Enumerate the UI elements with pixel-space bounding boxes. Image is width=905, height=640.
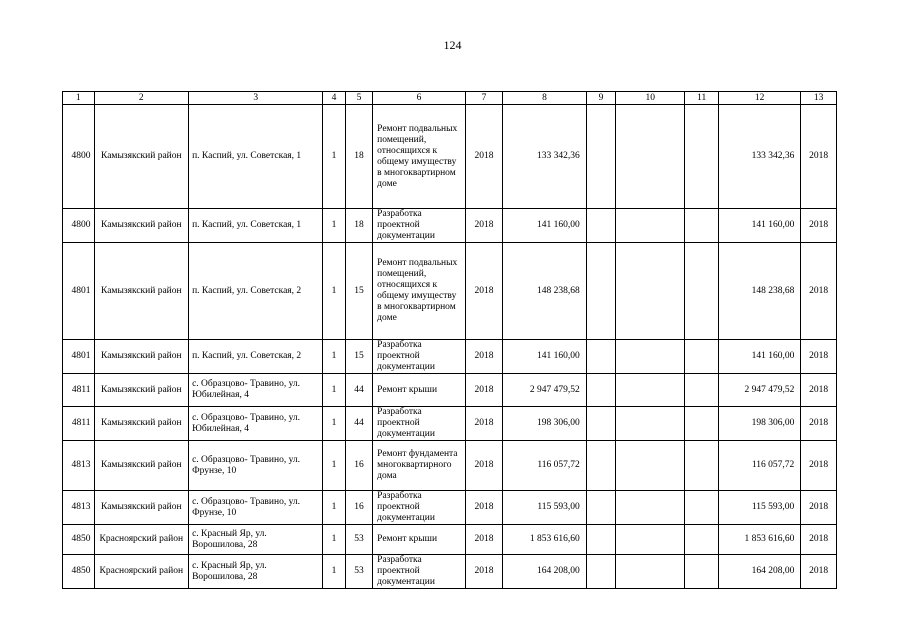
- table-cell-col-7: 2018: [465, 555, 503, 589]
- table-row: [63, 407, 837, 441]
- table-cell-col-5: 44: [345, 407, 372, 441]
- table-row: [63, 209, 837, 243]
- table-cell-col-6: Разработка проектной документации: [373, 407, 466, 441]
- table-cell-col-5: 15: [345, 340, 372, 374]
- column-header: 9: [586, 92, 615, 105]
- table-cell-col-4: 1: [323, 407, 345, 441]
- table-cell-col-4: 1: [323, 340, 345, 374]
- column-header: 11: [685, 92, 719, 105]
- table-cell-col-6: Ремонт крыши: [373, 374, 466, 407]
- table-cell-col-6: Ремонт подвальных помещений, относящихся к общему имуществу в многоквартирном доме: [373, 243, 466, 340]
- table-cell-col-9: [586, 374, 615, 407]
- table-cell-col-12: 141 160,00: [718, 209, 800, 243]
- table-cell-col-2: Камызякский район: [94, 407, 189, 441]
- table-cell-col-1: 4813: [63, 441, 95, 491]
- table-cell-col-12: 116 057,72: [718, 441, 800, 491]
- table-cell-col-4: 1: [323, 555, 345, 589]
- table-cell-col-1: 4811: [63, 407, 95, 441]
- table-cell-col-11: [685, 243, 719, 340]
- table-cell-col-1: 4813: [63, 491, 95, 525]
- table-cell-col-7: 2018: [465, 340, 503, 374]
- table-cell-col-2: Камызякский район: [94, 491, 189, 525]
- table-cell-col-8: 198 306,00: [503, 407, 586, 441]
- table-cell-col-9: [586, 525, 615, 555]
- column-header: 13: [801, 92, 837, 105]
- table-cell-col-10: [616, 243, 685, 340]
- table-cell-col-5: 16: [345, 441, 372, 491]
- table-row: [63, 525, 837, 555]
- table-cell-col-3: п. Каспий, ул. Советская, 1: [189, 105, 323, 209]
- table-row: [63, 105, 837, 209]
- table-cell-col-9: [586, 209, 615, 243]
- table-cell-col-5: 16: [345, 491, 372, 525]
- table-cell-col-6: Разработка проектной документации: [373, 555, 466, 589]
- column-header: 3: [189, 92, 323, 105]
- table-cell-col-8: 133 342,36: [503, 105, 586, 209]
- table-cell-col-12: 148 238,68: [718, 243, 800, 340]
- table-cell-col-10: [616, 525, 685, 555]
- table-cell-col-8: 2 947 479,52: [503, 374, 586, 407]
- table-cell-col-13: 2018: [801, 525, 837, 555]
- table-cell-col-9: [586, 407, 615, 441]
- table-cell-col-1: 4800: [63, 105, 95, 209]
- column-header: 10: [616, 92, 685, 105]
- table-cell-col-11: [685, 340, 719, 374]
- table-cell-col-7: 2018: [465, 374, 503, 407]
- table-cell-col-2: Камызякский район: [94, 209, 189, 243]
- table-cell-col-10: [616, 105, 685, 209]
- table-cell-col-12: 1 853 616,60: [718, 525, 800, 555]
- table-cell-col-6: Разработка проектной документации: [373, 340, 466, 374]
- table-cell-col-11: [685, 374, 719, 407]
- table-cell-col-11: [685, 491, 719, 525]
- table-cell-col-6: Разработка проектной документации: [373, 209, 466, 243]
- table-cell-col-7: 2018: [465, 407, 503, 441]
- table-cell-col-2: Камызякский район: [94, 340, 189, 374]
- table-cell-col-5: 18: [345, 105, 372, 209]
- table-cell-col-9: [586, 340, 615, 374]
- table-cell-col-5: 18: [345, 209, 372, 243]
- table-cell-col-1: 4800: [63, 209, 95, 243]
- table-cell-col-10: [616, 374, 685, 407]
- table-cell-col-13: 2018: [801, 407, 837, 441]
- table-cell-col-11: [685, 209, 719, 243]
- table-cell-col-3: с. Образцово- Травино, ул. Юбилейная, 4: [189, 374, 323, 407]
- table-cell-col-5: 53: [345, 555, 372, 589]
- page-number: 124: [443, 38, 462, 52]
- table-cell-col-7: 2018: [465, 491, 503, 525]
- table-row: [63, 491, 837, 525]
- table-cell-col-3: п. Каспий, ул. Советская, 2: [189, 243, 323, 340]
- table-cell-col-8: 164 208,00: [503, 555, 586, 589]
- table-cell-col-8: 141 160,00: [503, 209, 586, 243]
- table-cell-col-4: 1: [323, 243, 345, 340]
- table-row: [63, 555, 837, 589]
- table-cell-col-12: 141 160,00: [718, 340, 800, 374]
- data-table: [62, 91, 837, 589]
- table-cell-col-13: 2018: [801, 340, 837, 374]
- table-row: [63, 243, 837, 340]
- table-cell-col-5: 44: [345, 374, 372, 407]
- table-cell-col-13: 2018: [801, 243, 837, 340]
- column-header: 8: [503, 92, 586, 105]
- column-header: 7: [465, 92, 503, 105]
- table-cell-col-8: 148 238,68: [503, 243, 586, 340]
- table-cell-col-7: 2018: [465, 243, 503, 340]
- table-cell-col-8: 116 057,72: [503, 441, 586, 491]
- column-header: 1: [63, 92, 95, 105]
- table-cell-col-10: [616, 555, 685, 589]
- table-cell-col-10: [616, 491, 685, 525]
- table-cell-col-6: Ремонт подвальных помещений, относящихся к общему имуществу в многоквартирном доме: [373, 105, 466, 209]
- table-cell-col-1: 4801: [63, 243, 95, 340]
- table-cell-col-3: с. Красный Яр, ул. Ворошилова, 28: [189, 525, 323, 555]
- table-cell-col-10: [616, 441, 685, 491]
- table-cell-col-1: 4801: [63, 340, 95, 374]
- table-cell-col-11: [685, 407, 719, 441]
- table-cell-col-12: 198 306,00: [718, 407, 800, 441]
- table-cell-col-7: 2018: [465, 209, 503, 243]
- table-cell-col-6: Ремонт крыши: [373, 525, 466, 555]
- table-cell-col-9: [586, 491, 615, 525]
- table-cell-col-8: 141 160,00: [503, 340, 586, 374]
- table-row: [63, 340, 837, 374]
- table-cell-col-3: п. Каспий, ул. Советская, 1: [189, 209, 323, 243]
- table-cell-col-11: [685, 105, 719, 209]
- column-header: 6: [373, 92, 466, 105]
- table-cell-col-1: 4811: [63, 374, 95, 407]
- table-cell-col-1: 4850: [63, 555, 95, 589]
- table-cell-col-3: п. Каспий, ул. Советская, 2: [189, 340, 323, 374]
- table-cell-col-3: с. Красный Яр, ул. Ворошилова, 28: [189, 555, 323, 589]
- table-cell-col-12: 2 947 479,52: [718, 374, 800, 407]
- table-cell-col-13: 2018: [801, 209, 837, 243]
- table-header-row: [63, 92, 837, 105]
- table-cell-col-11: [685, 525, 719, 555]
- table-cell-col-13: 2018: [801, 374, 837, 407]
- table-cell-col-3: с. Образцово- Травино, ул. Фрунзе, 10: [189, 441, 323, 491]
- table-cell-col-7: 2018: [465, 105, 503, 209]
- column-header: 2: [94, 92, 189, 105]
- table-cell-col-9: [586, 555, 615, 589]
- table-cell-col-13: 2018: [801, 441, 837, 491]
- table-cell-col-4: 1: [323, 374, 345, 407]
- table-cell-col-8: 115 593,00: [503, 491, 586, 525]
- table-cell-col-5: 15: [345, 243, 372, 340]
- table-cell-col-12: 164 208,00: [718, 555, 800, 589]
- column-header: 5: [345, 92, 372, 105]
- table-cell-col-12: 133 342,36: [718, 105, 800, 209]
- table-cell-col-8: 1 853 616,60: [503, 525, 586, 555]
- table-cell-col-2: Красноярский район: [94, 525, 189, 555]
- table-cell-col-13: 2018: [801, 555, 837, 589]
- table-cell-col-4: 1: [323, 491, 345, 525]
- table-cell-col-9: [586, 243, 615, 340]
- table-cell-col-13: 2018: [801, 491, 837, 525]
- table-cell-col-9: [586, 441, 615, 491]
- table-cell-col-2: Камызякский район: [94, 374, 189, 407]
- table-cell-col-4: 1: [323, 209, 345, 243]
- table-cell-col-13: 2018: [801, 105, 837, 209]
- table-row: [63, 374, 837, 407]
- table-cell-col-4: 1: [323, 105, 345, 209]
- table-cell-col-5: 53: [345, 525, 372, 555]
- table-cell-col-7: 2018: [465, 441, 503, 491]
- table-cell-col-6: Ремонт фундамента многоквартирного дома: [373, 441, 466, 491]
- table-cell-col-3: с. Образцово- Травино, ул. Фрунзе, 10: [189, 491, 323, 525]
- table-cell-col-10: [616, 209, 685, 243]
- table-cell-col-1: 4850: [63, 525, 95, 555]
- table-cell-col-12: 115 593,00: [718, 491, 800, 525]
- table-cell-col-7: 2018: [465, 525, 503, 555]
- table-cell-col-10: [616, 340, 685, 374]
- table-cell-col-11: [685, 555, 719, 589]
- table-cell-col-4: 1: [323, 441, 345, 491]
- table-cell-col-9: [586, 105, 615, 209]
- table-cell-col-2: Камызякский район: [94, 243, 189, 340]
- table-cell-col-2: Красноярский район: [94, 555, 189, 589]
- table-cell-col-2: Камызякский район: [94, 105, 189, 209]
- table-row: [63, 441, 837, 491]
- column-header: 12: [718, 92, 800, 105]
- table-cell-col-3: с. Образцово- Травино, ул. Юбилейная, 4: [189, 407, 323, 441]
- column-header: 4: [323, 92, 345, 105]
- table-cell-col-4: 1: [323, 525, 345, 555]
- table-cell-col-6: Разработка проектной документации: [373, 491, 466, 525]
- table-cell-col-10: [616, 407, 685, 441]
- table-cell-col-2: Камызякский район: [94, 441, 189, 491]
- table-cell-col-11: [685, 441, 719, 491]
